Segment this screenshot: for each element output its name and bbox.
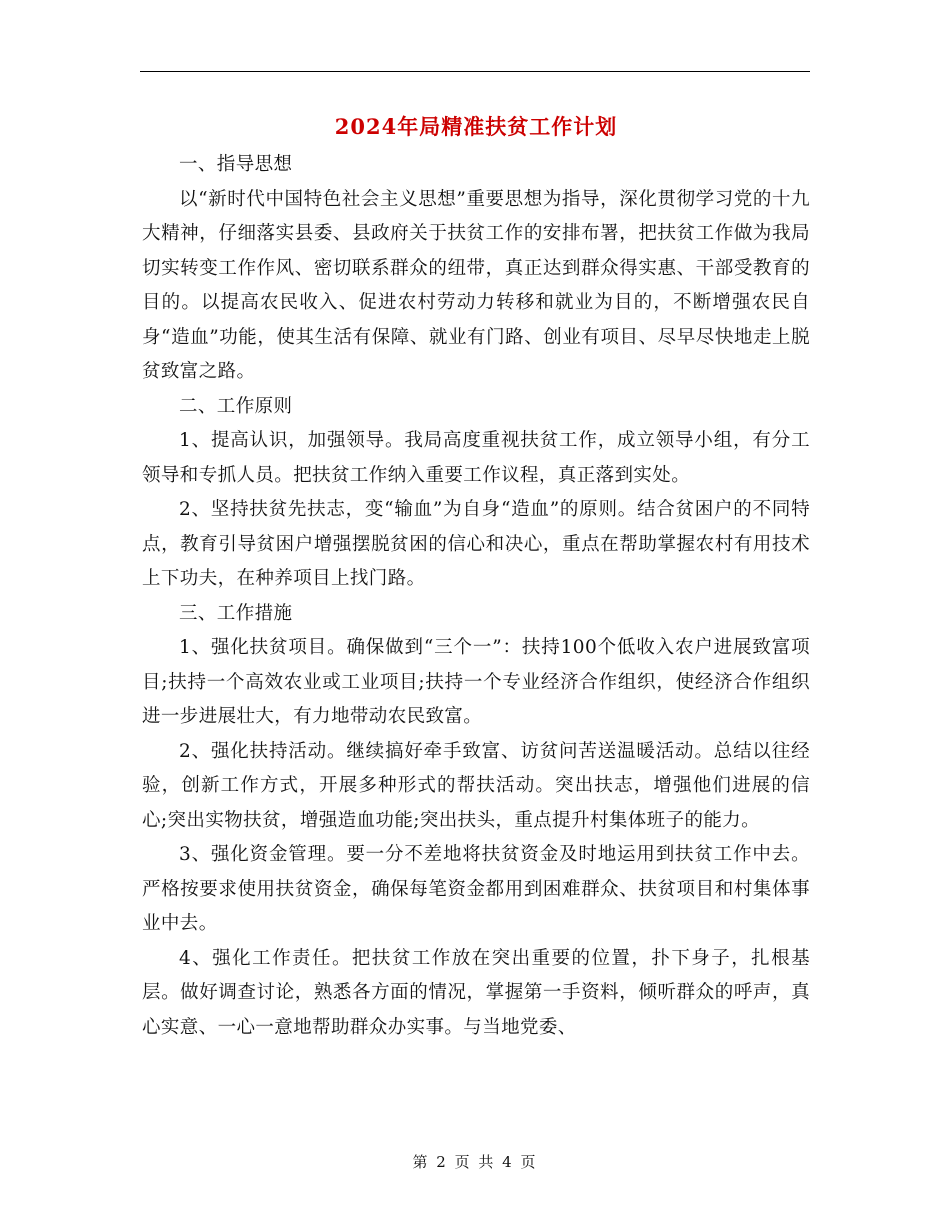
paragraph: 4、强化工作责任。把扶贫工作放在突出重要的位置，扑下身子，扎根基层。做好调查讨论，熟悉各方面的情况，掌握第一手资料，倾听群众的呼声，真心实意、一心一意地帮助群众办实事。与当地党委、: [142, 947, 810, 1038]
header-rule: [140, 71, 810, 72]
section-heading: 一、指导思想: [179, 154, 293, 175]
section-work-principles: [142, 390, 810, 597]
section-heading: 二、工作原则: [179, 395, 293, 417]
document-title: 2024年局精准扶贫工作计划: [334, 114, 618, 139]
paragraph: 2、坚持扶贫先扶志，变“输血”为自身“造血”的原则。结合贫困户的不同特点，教育引导贫困户增强摆脱贫困的信心和决心，重点在帮助掌握农村有用技术上下功夫，在种养项目上找门路。: [142, 499, 810, 589]
document-body: [142, 108, 810, 1045]
paragraph: 2、强化扶持活动。继续搞好牵手致富、访贫问苦送温暖活动。总结以往经验，创新工作方式，开展多种形式的帮扶活动。突出扶志，增强他们进展的信心;突出实物扶贫，增强造血功能;突出扶头，重点提升村集体班子的能力。: [142, 740, 810, 831]
section-work-measures: [142, 597, 810, 1046]
paragraph: 1、强化扶贫项目。确保做到“三个一”：扶持100个低收入农户进展致富项目;扶持一个高效农业或工业项目;扶持一个专业经济合作组织，使经济合作组织进一步进展壮大，有力地带动农民致富。: [142, 637, 810, 727]
section-heading: 三、工作措施: [179, 602, 293, 624]
paragraph: 1、提高认识，加强领导。我局高度重视扶贫工作，成立领导小组，有分工领导和专抓人员。把扶贫工作纳入重要工作议程，真正落到实处。: [142, 430, 810, 486]
paragraph: 3、强化资金管理。要一分不差地将扶贫资金及时地运用到扶贫工作中去。严格按要求使用扶贫资金，确保每笔资金都用到困难群众、扶贫项目和村集体事业中去。: [142, 844, 810, 934]
section-guiding-ideology: [142, 148, 810, 390]
paragraph: 以“新时代中国特色社会主义思想”重要思想为指导，深化贯彻学习党的十九大精神，仔细落实县委、县政府关于扶贫工作的安排布署，把扶贫工作做为我局切实转变工作作风、密切联系群众的纽带，真正达到群众得实惠、干部受教育的目的。以提高农民收入、促进农村劳动力转移和就业为目的，不断增强农民自身“造血”功能，使其生活有保障、就业有门路、创业有项目、尽早尽快地走上脱贫致富之路。: [142, 188, 810, 382]
page-number-footer: 第 2 页 共 4 页: [412, 1153, 538, 1171]
